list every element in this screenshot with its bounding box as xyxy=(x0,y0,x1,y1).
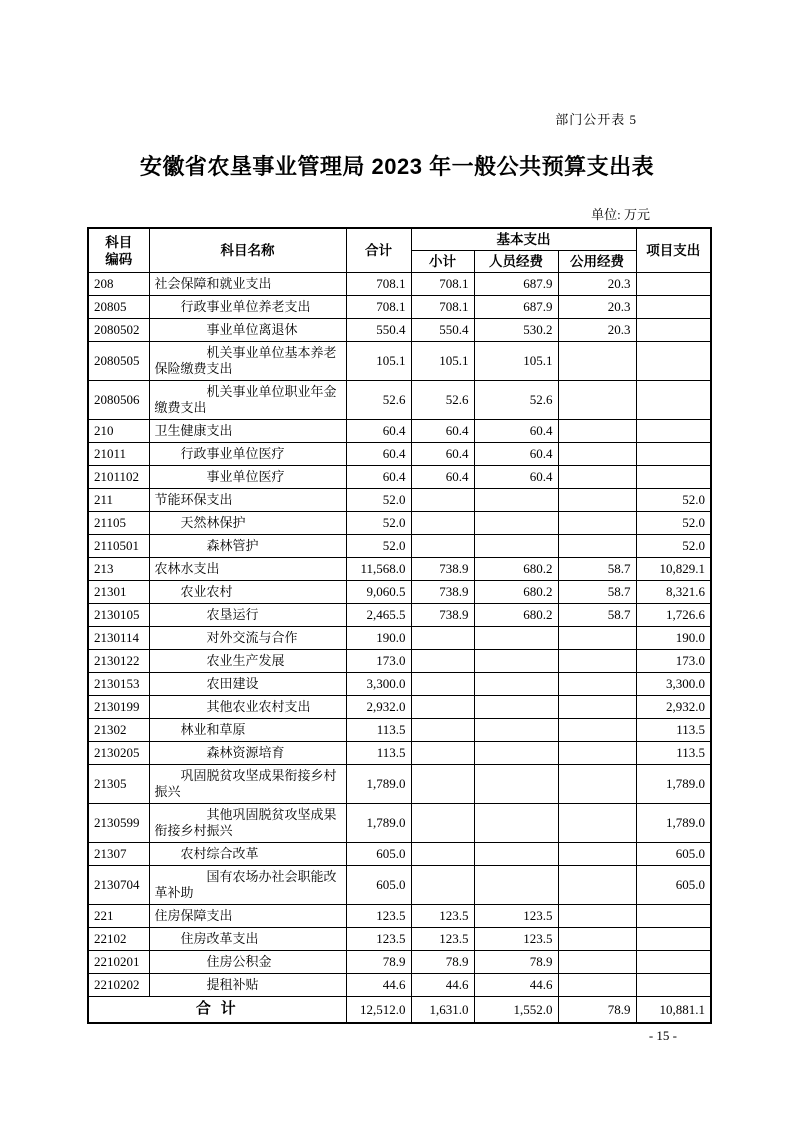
cell-subtotal: 708.1 xyxy=(411,273,474,296)
cell-code: 2130114 xyxy=(88,627,149,650)
cell-code: 21105 xyxy=(88,512,149,535)
total-subtotal: 1,631.0 xyxy=(411,997,474,1024)
cell-subtotal xyxy=(411,696,474,719)
cell-code: 20805 xyxy=(88,296,149,319)
cell-personnel xyxy=(474,843,558,866)
table-row xyxy=(88,951,711,974)
table-row xyxy=(88,866,711,905)
table-row xyxy=(88,928,711,951)
cell-code: 21302 xyxy=(88,719,149,742)
cell-subtotal: 60.4 xyxy=(411,466,474,489)
cell-personnel: 78.9 xyxy=(474,951,558,974)
cell-subtotal xyxy=(411,765,474,804)
cell-total: 708.1 xyxy=(346,296,411,319)
cell-name: 事业单位医疗 xyxy=(149,466,346,489)
cell-name: 农垦运行 xyxy=(149,604,346,627)
table-row xyxy=(88,765,711,804)
table-row xyxy=(88,420,711,443)
cell-public: 58.7 xyxy=(558,581,636,604)
cell-project: 190.0 xyxy=(636,627,711,650)
cell-subtotal xyxy=(411,719,474,742)
cell-name: 行政事业单位养老支出 xyxy=(149,296,346,319)
cell-personnel: 105.1 xyxy=(474,342,558,381)
cell-code: 2130153 xyxy=(88,673,149,696)
table-row xyxy=(88,558,711,581)
cell-total: 190.0 xyxy=(346,627,411,650)
cell-public xyxy=(558,843,636,866)
cell-public xyxy=(558,650,636,673)
cell-personnel xyxy=(474,627,558,650)
total-label: 合 计 xyxy=(88,997,346,1024)
cell-public xyxy=(558,342,636,381)
cell-public xyxy=(558,928,636,951)
cell-total: 708.1 xyxy=(346,273,411,296)
table-row xyxy=(88,535,711,558)
cell-subtotal xyxy=(411,512,474,535)
header-subtotal: 小计 xyxy=(411,251,474,273)
cell-code: 211 xyxy=(88,489,149,512)
header-row-1 xyxy=(88,228,711,251)
table-row xyxy=(88,905,711,928)
cell-project: 2,932.0 xyxy=(636,696,711,719)
cell-name: 卫生健康支出 xyxy=(149,420,346,443)
cell-code: 2130105 xyxy=(88,604,149,627)
cell-name: 节能环保支出 xyxy=(149,489,346,512)
header-total: 合计 xyxy=(346,228,411,273)
cell-personnel xyxy=(474,765,558,804)
cell-public: 20.3 xyxy=(558,319,636,342)
cell-public xyxy=(558,804,636,843)
header-public: 公用经费 xyxy=(558,251,636,273)
cell-public xyxy=(558,673,636,696)
cell-public xyxy=(558,381,636,420)
cell-project: 1,726.6 xyxy=(636,604,711,627)
cell-total: 2,465.5 xyxy=(346,604,411,627)
cell-public xyxy=(558,974,636,997)
cell-public xyxy=(558,420,636,443)
cell-code: 2101102 xyxy=(88,466,149,489)
header-code xyxy=(88,228,149,273)
cell-project xyxy=(636,342,711,381)
cell-total: 1,789.0 xyxy=(346,765,411,804)
cell-code: 221 xyxy=(88,905,149,928)
cell-project xyxy=(636,319,711,342)
cell-public: 58.7 xyxy=(558,604,636,627)
cell-code: 22102 xyxy=(88,928,149,951)
cell-total: 52.0 xyxy=(346,489,411,512)
cell-code: 2080505 xyxy=(88,342,149,381)
cell-code: 2130205 xyxy=(88,742,149,765)
cell-code: 2210201 xyxy=(88,951,149,974)
cell-public xyxy=(558,512,636,535)
cell-public xyxy=(558,627,636,650)
page-number: - 15 - xyxy=(648,1028,677,1043)
cell-project: 1,789.0 xyxy=(636,804,711,843)
cell-public xyxy=(558,742,636,765)
page-title: 安徽省农垦事业管理局 2023 年一般公共预算支出表 xyxy=(139,154,655,179)
cell-personnel: 530.2 xyxy=(474,319,558,342)
cell-total: 113.5 xyxy=(346,719,411,742)
cell-public xyxy=(558,951,636,974)
cell-total: 3,300.0 xyxy=(346,673,411,696)
cell-code: 2080502 xyxy=(88,319,149,342)
cell-subtotal: 123.5 xyxy=(411,905,474,928)
cell-public xyxy=(558,905,636,928)
cell-public xyxy=(558,719,636,742)
cell-project xyxy=(636,905,711,928)
cell-personnel: 123.5 xyxy=(474,905,558,928)
cell-name: 森林资源培育 xyxy=(149,742,346,765)
cell-name: 行政事业单位医疗 xyxy=(149,443,346,466)
cell-project: 3,300.0 xyxy=(636,673,711,696)
cell-code: 2130199 xyxy=(88,696,149,719)
cell-code: 21305 xyxy=(88,765,149,804)
cell-public xyxy=(558,765,636,804)
cell-total: 78.9 xyxy=(346,951,411,974)
header-code-line1: 科目 xyxy=(105,234,133,250)
cell-subtotal xyxy=(411,866,474,905)
cell-name: 事业单位离退休 xyxy=(149,319,346,342)
cell-name: 农村综合改革 xyxy=(149,843,346,866)
cell-total: 60.4 xyxy=(346,466,411,489)
cell-subtotal: 708.1 xyxy=(411,296,474,319)
cell-subtotal: 123.5 xyxy=(411,928,474,951)
cell-public: 58.7 xyxy=(558,558,636,581)
cell-total: 60.4 xyxy=(346,443,411,466)
cell-personnel xyxy=(474,696,558,719)
table-row xyxy=(88,974,711,997)
table-row xyxy=(88,381,711,420)
cell-project xyxy=(636,420,711,443)
cell-subtotal: 78.9 xyxy=(411,951,474,974)
cell-public xyxy=(558,443,636,466)
cell-code: 2130599 xyxy=(88,804,149,843)
table-row xyxy=(88,742,711,765)
cell-subtotal: 738.9 xyxy=(411,581,474,604)
cell-subtotal: 60.4 xyxy=(411,420,474,443)
cell-name: 林业和草原 xyxy=(149,719,346,742)
cell-project xyxy=(636,951,711,974)
cell-project: 113.5 xyxy=(636,742,711,765)
total-total: 12,512.0 xyxy=(346,997,411,1024)
header-code-line2: 编码 xyxy=(105,251,133,267)
cell-total: 52.0 xyxy=(346,535,411,558)
cell-subtotal xyxy=(411,673,474,696)
cell-project: 8,321.6 xyxy=(636,581,711,604)
cell-personnel xyxy=(474,489,558,512)
cell-public xyxy=(558,866,636,905)
cell-code: 2110501 xyxy=(88,535,149,558)
cell-name: 国有农场办社会职能改革补助 xyxy=(149,866,346,905)
cell-subtotal: 550.4 xyxy=(411,319,474,342)
cell-public xyxy=(558,466,636,489)
cell-name: 对外交流与合作 xyxy=(149,627,346,650)
cell-total: 11,568.0 xyxy=(346,558,411,581)
cell-name: 住房改革支出 xyxy=(149,928,346,951)
doc-label: 部门公开表 5 xyxy=(555,112,637,127)
cell-total: 123.5 xyxy=(346,928,411,951)
table-header xyxy=(88,228,711,273)
cell-personnel xyxy=(474,866,558,905)
cell-project xyxy=(636,466,711,489)
table-row xyxy=(88,650,711,673)
cell-personnel xyxy=(474,719,558,742)
cell-code: 2130704 xyxy=(88,866,149,905)
cell-subtotal xyxy=(411,489,474,512)
cell-subtotal xyxy=(411,627,474,650)
cell-total: 1,789.0 xyxy=(346,804,411,843)
cell-project: 52.0 xyxy=(636,512,711,535)
cell-project: 52.0 xyxy=(636,535,711,558)
table-row xyxy=(88,466,711,489)
table-row xyxy=(88,273,711,296)
total-personnel: 1,552.0 xyxy=(474,997,558,1024)
budget-table xyxy=(87,227,712,1024)
cell-personnel: 123.5 xyxy=(474,928,558,951)
cell-subtotal: 44.6 xyxy=(411,974,474,997)
cell-project xyxy=(636,296,711,319)
cell-code: 208 xyxy=(88,273,149,296)
cell-personnel: 687.9 xyxy=(474,273,558,296)
cell-personnel: 60.4 xyxy=(474,466,558,489)
cell-project: 10,829.1 xyxy=(636,558,711,581)
table-row xyxy=(88,512,711,535)
header-basic: 基本支出 xyxy=(411,228,636,251)
cell-subtotal xyxy=(411,535,474,558)
cell-personnel: 52.6 xyxy=(474,381,558,420)
cell-name: 住房保障支出 xyxy=(149,905,346,928)
cell-subtotal: 52.6 xyxy=(411,381,474,420)
cell-personnel xyxy=(474,535,558,558)
table-row xyxy=(88,342,711,381)
cell-subtotal xyxy=(411,650,474,673)
cell-project xyxy=(636,928,711,951)
cell-name: 农业生产发展 xyxy=(149,650,346,673)
cell-personnel: 60.4 xyxy=(474,420,558,443)
table-row xyxy=(88,673,711,696)
cell-name: 社会保障和就业支出 xyxy=(149,273,346,296)
cell-public xyxy=(558,489,636,512)
header-project: 项目支出 xyxy=(636,228,711,273)
cell-project: 113.5 xyxy=(636,719,711,742)
cell-name: 机关事业单位职业年金缴费支出 xyxy=(149,381,346,420)
total-project: 10,881.1 xyxy=(636,997,711,1024)
table-row xyxy=(88,443,711,466)
cell-total: 113.5 xyxy=(346,742,411,765)
cell-name: 机关事业单位基本养老保险缴费支出 xyxy=(149,342,346,381)
cell-personnel: 60.4 xyxy=(474,443,558,466)
cell-name: 天然林保护 xyxy=(149,512,346,535)
cell-subtotal: 738.9 xyxy=(411,558,474,581)
cell-project xyxy=(636,974,711,997)
cell-total: 105.1 xyxy=(346,342,411,381)
cell-name: 农田建设 xyxy=(149,673,346,696)
cell-public xyxy=(558,696,636,719)
cell-personnel xyxy=(474,742,558,765)
cell-total: 44.6 xyxy=(346,974,411,997)
cell-project xyxy=(636,381,711,420)
cell-code: 210 xyxy=(88,420,149,443)
table-row xyxy=(88,581,711,604)
total-row xyxy=(88,997,711,1024)
cell-total: 173.0 xyxy=(346,650,411,673)
table-body xyxy=(88,273,711,1024)
cell-subtotal xyxy=(411,742,474,765)
cell-project: 605.0 xyxy=(636,866,711,905)
table-row xyxy=(88,319,711,342)
cell-personnel: 680.2 xyxy=(474,558,558,581)
cell-code: 2130122 xyxy=(88,650,149,673)
cell-personnel: 680.2 xyxy=(474,581,558,604)
header-name: 科目名称 xyxy=(149,228,346,273)
cell-public: 20.3 xyxy=(558,273,636,296)
cell-project: 52.0 xyxy=(636,489,711,512)
cell-total: 123.5 xyxy=(346,905,411,928)
table-row xyxy=(88,627,711,650)
cell-subtotal: 738.9 xyxy=(411,604,474,627)
cell-name: 巩固脱贫攻坚成果衔接乡村振兴 xyxy=(149,765,346,804)
table-row xyxy=(88,296,711,319)
cell-total: 550.4 xyxy=(346,319,411,342)
cell-code: 213 xyxy=(88,558,149,581)
cell-name: 提租补贴 xyxy=(149,974,346,997)
unit-label: 单位: 万元 xyxy=(591,207,650,222)
cell-project: 1,789.0 xyxy=(636,765,711,804)
cell-name: 其他巩固脱贫攻坚成果衔接乡村振兴 xyxy=(149,804,346,843)
table-row xyxy=(88,489,711,512)
cell-personnel xyxy=(474,512,558,535)
cell-project xyxy=(636,273,711,296)
table-row xyxy=(88,604,711,627)
cell-personnel: 680.2 xyxy=(474,604,558,627)
cell-name: 其他农业农村支出 xyxy=(149,696,346,719)
cell-total: 605.0 xyxy=(346,843,411,866)
cell-personnel xyxy=(474,673,558,696)
cell-personnel xyxy=(474,804,558,843)
cell-subtotal xyxy=(411,843,474,866)
cell-code: 21307 xyxy=(88,843,149,866)
cell-total: 9,060.5 xyxy=(346,581,411,604)
cell-total: 2,932.0 xyxy=(346,696,411,719)
cell-personnel: 44.6 xyxy=(474,974,558,997)
cell-public xyxy=(558,535,636,558)
cell-personnel xyxy=(474,650,558,673)
cell-subtotal: 60.4 xyxy=(411,443,474,466)
cell-project: 173.0 xyxy=(636,650,711,673)
cell-code: 2080506 xyxy=(88,381,149,420)
cell-subtotal xyxy=(411,804,474,843)
cell-name: 森林管护 xyxy=(149,535,346,558)
cell-project: 605.0 xyxy=(636,843,711,866)
table-row xyxy=(88,696,711,719)
cell-total: 52.0 xyxy=(346,512,411,535)
table-row xyxy=(88,719,711,742)
cell-name: 住房公积金 xyxy=(149,951,346,974)
cell-code: 21011 xyxy=(88,443,149,466)
cell-subtotal: 105.1 xyxy=(411,342,474,381)
cell-total: 60.4 xyxy=(346,420,411,443)
cell-code: 21301 xyxy=(88,581,149,604)
total-public: 78.9 xyxy=(558,997,636,1024)
cell-code: 2210202 xyxy=(88,974,149,997)
header-personnel: 人员经费 xyxy=(474,251,558,273)
cell-total: 52.6 xyxy=(346,381,411,420)
table-row xyxy=(88,843,711,866)
cell-name: 农林水支出 xyxy=(149,558,346,581)
cell-public: 20.3 xyxy=(558,296,636,319)
cell-personnel: 687.9 xyxy=(474,296,558,319)
cell-name: 农业农村 xyxy=(149,581,346,604)
table-row xyxy=(88,804,711,843)
cell-total: 605.0 xyxy=(346,866,411,905)
cell-project xyxy=(636,443,711,466)
